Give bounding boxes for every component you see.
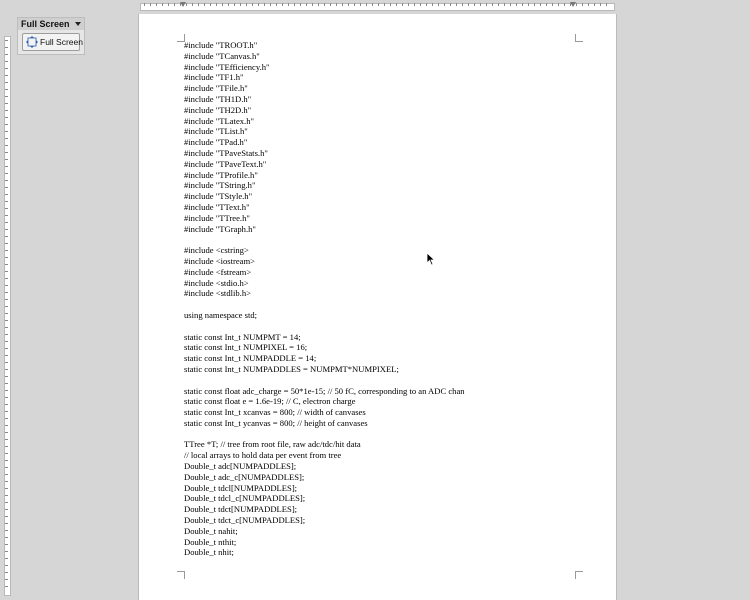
document-line: #include "TEfficiency.h" bbox=[184, 61, 270, 72]
ruler-tick bbox=[5, 229, 8, 230]
ruler-tick bbox=[354, 3, 355, 6]
ruler-tick bbox=[606, 3, 607, 6]
ruler-tick bbox=[420, 3, 421, 6]
document-line: Double_t adc[NUMPADDLES]; bbox=[184, 461, 297, 472]
ruler-tick bbox=[150, 3, 151, 6]
ruler-tick bbox=[546, 3, 547, 6]
ruler-tick bbox=[594, 3, 595, 6]
ruler-tick bbox=[5, 47, 8, 48]
ruler-tick bbox=[264, 3, 265, 6]
mouse-pointer-icon bbox=[426, 252, 436, 266]
ruler-tick bbox=[5, 40, 8, 41]
document-page[interactable] bbox=[138, 14, 617, 600]
ruler-tick bbox=[162, 3, 163, 6]
ruler-tick bbox=[5, 243, 8, 244]
ruler-tick bbox=[5, 299, 8, 300]
ruler-tick bbox=[5, 166, 8, 167]
document-line: #include "TTree.h" bbox=[184, 212, 250, 223]
ruler-tick bbox=[5, 327, 8, 328]
ruler-tick bbox=[5, 565, 8, 566]
document-line: #include <fstream> bbox=[184, 266, 252, 277]
ruler-tick bbox=[5, 173, 8, 174]
ruler-tick bbox=[366, 3, 367, 6]
ruler-tick bbox=[186, 3, 187, 6]
ruler-tick bbox=[504, 3, 505, 6]
ruler-tick bbox=[390, 3, 391, 6]
ruler-tick bbox=[5, 334, 8, 335]
ruler-tick bbox=[474, 3, 475, 6]
ruler-tick bbox=[5, 481, 8, 482]
ruler-tick bbox=[444, 3, 445, 6]
ruler-tick bbox=[156, 3, 157, 6]
ruler-tick bbox=[5, 313, 8, 314]
ruler-tick bbox=[168, 3, 169, 6]
document-line bbox=[184, 299, 584, 310]
document-line: // local arrays to hold data per event from tree bbox=[184, 450, 342, 461]
document-line: #include "TString.h" bbox=[184, 180, 256, 191]
ruler-tick bbox=[5, 383, 8, 384]
document-line bbox=[184, 429, 584, 440]
ruler-tick bbox=[426, 3, 427, 6]
ruler-tick bbox=[510, 3, 511, 6]
ruler-tick bbox=[5, 425, 8, 426]
ruler-tick bbox=[5, 404, 8, 405]
document-line: TTree *T; // tree from root file, raw adc/tdc/hit data bbox=[184, 439, 361, 450]
ruler-tick bbox=[5, 348, 8, 349]
ruler-track bbox=[4, 36, 11, 596]
document-line: static const float adc_charge = 50*1e-15; // 50 fC, corresponding to an ADC chan bbox=[184, 385, 465, 396]
ruler-tick bbox=[588, 3, 589, 6]
document-line: #include <iostream> bbox=[184, 255, 256, 266]
ruler-tick bbox=[5, 411, 8, 412]
ruler-tick bbox=[462, 3, 463, 6]
ruler-tick bbox=[210, 3, 211, 6]
ruler-tick bbox=[5, 474, 8, 475]
ruler-tick bbox=[384, 3, 385, 6]
document-line: #include "TCanvas.h" bbox=[184, 50, 260, 61]
document-line: Double_t tdcl_c[NUMPADDLES]; bbox=[184, 493, 306, 504]
ruler-tick bbox=[5, 61, 8, 62]
right-indent-marker[interactable] bbox=[570, 2, 576, 7]
ruler-tick bbox=[372, 3, 373, 6]
document-line bbox=[184, 375, 584, 386]
ruler-tick bbox=[378, 3, 379, 6]
ruler-tick bbox=[192, 3, 193, 6]
ruler-tick bbox=[576, 3, 577, 6]
ruler-tick bbox=[324, 3, 325, 6]
ruler-tick bbox=[228, 3, 229, 6]
ruler-tick bbox=[312, 3, 313, 6]
ruler-tick bbox=[528, 3, 529, 6]
ruler-tick bbox=[294, 3, 295, 6]
document-line: static const Int_t ycanvas = 800; // height of canvases bbox=[184, 417, 368, 428]
ruler-tick bbox=[456, 3, 457, 6]
ruler-tick bbox=[5, 215, 8, 216]
ruler-tick bbox=[318, 3, 319, 6]
ruler-tick bbox=[5, 362, 8, 363]
ruler-tick bbox=[582, 3, 583, 6]
toolbar-title[interactable] bbox=[18, 18, 84, 30]
document-line: #include "TPaveStats.h" bbox=[184, 147, 268, 158]
ruler-tick bbox=[342, 3, 343, 6]
ruler-tick bbox=[5, 397, 8, 398]
ruler-tick bbox=[5, 579, 8, 580]
ruler-tick bbox=[5, 558, 8, 559]
ruler-tick bbox=[144, 3, 145, 6]
ruler-tick bbox=[348, 3, 349, 6]
ruler-tick bbox=[552, 3, 553, 6]
ruler-tick bbox=[486, 3, 487, 6]
ruler-tick bbox=[5, 285, 8, 286]
ruler-tick bbox=[5, 530, 8, 531]
ruler-tick bbox=[240, 3, 241, 6]
ruler-tick bbox=[5, 271, 8, 272]
ruler-tick bbox=[5, 306, 8, 307]
ruler-tick bbox=[402, 3, 403, 6]
ruler-tick bbox=[5, 145, 8, 146]
ruler-tick bbox=[5, 502, 8, 503]
document-line: #include "TPad.h" bbox=[184, 137, 248, 148]
document-line: #include "TF1.h" bbox=[184, 72, 244, 83]
ruler-tick bbox=[276, 3, 277, 6]
document-line: using namespace std; bbox=[184, 309, 258, 320]
ruler-tick bbox=[540, 3, 541, 6]
document-line: Double_t nhit; bbox=[184, 547, 234, 558]
ruler-tick bbox=[414, 3, 415, 6]
vertical-ruler[interactable] bbox=[0, 14, 14, 600]
ruler-tick bbox=[5, 341, 8, 342]
ruler-tick bbox=[282, 3, 283, 6]
document-line: static const Int_t xcanvas = 800; // width of canvases bbox=[184, 407, 366, 418]
document-line: #include "TFile.h" bbox=[184, 83, 248, 94]
ruler-tick bbox=[600, 3, 601, 6]
ruler-tick bbox=[498, 3, 499, 6]
document-line: #include "TH1D.h" bbox=[184, 93, 252, 104]
ruler-tick bbox=[5, 516, 8, 517]
ruler-tick bbox=[480, 3, 481, 6]
ruler-tick bbox=[300, 3, 301, 6]
ruler-tick bbox=[5, 117, 8, 118]
ruler-tick bbox=[5, 278, 8, 279]
ruler-tick bbox=[468, 3, 469, 6]
ruler-tick bbox=[408, 3, 409, 6]
ruler-tick bbox=[5, 453, 8, 454]
ruler-tick bbox=[564, 3, 565, 6]
ruler-tick bbox=[5, 523, 8, 524]
document-line bbox=[184, 234, 584, 245]
ruler-tick bbox=[5, 103, 8, 104]
document-line: Double_t tdct_c[NUMPADDLES]; bbox=[184, 515, 306, 526]
ruler-tick bbox=[234, 3, 235, 6]
ruler-tick bbox=[5, 432, 8, 433]
ruler-tick bbox=[5, 250, 8, 251]
ruler-tick bbox=[5, 460, 8, 461]
ruler-tick bbox=[432, 3, 433, 6]
ruler-tick bbox=[5, 572, 8, 573]
ruler-tick bbox=[5, 131, 8, 132]
ruler-tick bbox=[246, 3, 247, 6]
ruler-tick bbox=[5, 208, 8, 209]
document-line: #include "TLatex.h" bbox=[184, 115, 255, 126]
ruler-tick bbox=[5, 439, 8, 440]
ruler-tick bbox=[5, 390, 8, 391]
ruler-tick bbox=[396, 3, 397, 6]
ruler-tick bbox=[216, 3, 217, 6]
document-line: #include "TText.h" bbox=[184, 201, 250, 212]
document-line: #include "TGraph.h" bbox=[184, 223, 256, 234]
ruler-tick bbox=[360, 3, 361, 6]
crop-mark-bottom-left bbox=[177, 571, 185, 579]
ruler-tick bbox=[492, 3, 493, 6]
document-line: Double_t nthit; bbox=[184, 536, 237, 547]
ruler-tick bbox=[5, 68, 8, 69]
ruler-tick bbox=[5, 96, 8, 97]
full-screen-button[interactable] bbox=[22, 33, 83, 51]
ruler-tick bbox=[252, 3, 253, 6]
ruler-tick bbox=[516, 3, 517, 6]
ruler-tick bbox=[450, 3, 451, 6]
ruler-tick bbox=[5, 194, 8, 195]
fullscreen-icon bbox=[26, 36, 38, 48]
ruler-tick bbox=[522, 3, 523, 6]
ruler-tick bbox=[5, 495, 8, 496]
ruler-tick bbox=[5, 355, 8, 356]
ruler-tick bbox=[5, 75, 8, 76]
crop-mark-bottom-right bbox=[575, 571, 583, 579]
ruler-tick bbox=[5, 537, 8, 538]
ruler-tick bbox=[5, 110, 8, 111]
full-screen-toolbar bbox=[17, 17, 85, 55]
ruler-tick bbox=[336, 3, 337, 6]
ruler-tick bbox=[5, 257, 8, 258]
ruler-tick bbox=[306, 3, 307, 6]
document-line: #include <stdlib.h> bbox=[184, 288, 251, 299]
ruler-tick bbox=[5, 180, 8, 181]
ruler-tick bbox=[438, 3, 439, 6]
left-indent-marker[interactable] bbox=[180, 2, 186, 7]
ruler-tick bbox=[5, 82, 8, 83]
ruler-tick bbox=[5, 264, 8, 265]
ruler-tick bbox=[558, 3, 559, 6]
document-line: #include "TPaveText.h" bbox=[184, 158, 267, 169]
document-line: static const Int_t NUMPMT = 14; bbox=[184, 331, 301, 342]
document-line: Double_t adc_c[NUMPADDLES]; bbox=[184, 471, 305, 482]
document-line: #include "TProfile.h" bbox=[184, 169, 258, 180]
ruler-tick bbox=[5, 544, 8, 545]
document-line bbox=[184, 321, 584, 332]
ruler-tick bbox=[5, 586, 8, 587]
ruler-tick bbox=[534, 3, 535, 6]
document-line: #include "TStyle.h" bbox=[184, 191, 253, 202]
ruler-tick bbox=[5, 376, 8, 377]
ruler-tick bbox=[222, 3, 223, 6]
ruler-tick bbox=[5, 320, 8, 321]
ruler-tick bbox=[5, 446, 8, 447]
ruler-tick bbox=[288, 3, 289, 6]
document-line: #include "TROOT.h" bbox=[184, 40, 258, 50]
ruler-tick bbox=[5, 467, 8, 468]
ruler-tick bbox=[5, 236, 8, 237]
ruler-tick bbox=[5, 159, 8, 160]
toolbar-title-label: Full Screen bbox=[21, 19, 70, 29]
ruler-tick bbox=[330, 3, 331, 6]
document-line: #include "TH2D.h" bbox=[184, 104, 252, 115]
ruler-tick bbox=[5, 222, 8, 223]
document-line: Double_t nahit; bbox=[184, 525, 238, 536]
ruler-tick bbox=[5, 54, 8, 55]
dropdown-arrow-icon[interactable] bbox=[75, 22, 81, 26]
ruler-tick bbox=[270, 3, 271, 6]
full-screen-button-label: Full Screen bbox=[40, 37, 83, 47]
ruler-tick bbox=[204, 3, 205, 6]
ruler-tick bbox=[258, 3, 259, 6]
document-text[interactable] bbox=[184, 40, 584, 558]
ruler-tick bbox=[174, 3, 175, 6]
ruler-tick bbox=[5, 488, 8, 489]
ruler-tick bbox=[198, 3, 199, 6]
ruler-tick bbox=[5, 187, 8, 188]
document-line: #include "TList.h" bbox=[184, 126, 248, 137]
ruler-tick bbox=[5, 369, 8, 370]
document-line: Double_t tdct[NUMPADDLES]; bbox=[184, 504, 298, 515]
document-line: static const Int_t NUMPADDLE = 14; bbox=[184, 353, 317, 364]
ruler-tick bbox=[5, 292, 8, 293]
document-line: Double_t tdcl[NUMPADDLES]; bbox=[184, 482, 298, 493]
document-line: static const Int_t NUMPIXEL = 16; bbox=[184, 342, 308, 353]
ruler-tick bbox=[5, 152, 8, 153]
document-line: #include <stdio.h> bbox=[184, 277, 249, 288]
ruler-tick bbox=[5, 124, 8, 125]
document-line: static const Int_t NUMPADDLES = NUMPMT*NUMPIXEL; bbox=[184, 363, 399, 374]
ruler-tick bbox=[5, 418, 8, 419]
ruler-tick bbox=[5, 509, 8, 510]
ruler-tick bbox=[5, 89, 8, 90]
document-line: #include <cstring> bbox=[184, 245, 249, 256]
document-line: static const float e = 1.6e-19; // C, electron charge bbox=[184, 396, 356, 407]
ruler-tick bbox=[5, 551, 8, 552]
ruler-tick bbox=[5, 201, 8, 202]
ruler-tick bbox=[5, 138, 8, 139]
horizontal-ruler[interactable] bbox=[0, 0, 750, 14]
